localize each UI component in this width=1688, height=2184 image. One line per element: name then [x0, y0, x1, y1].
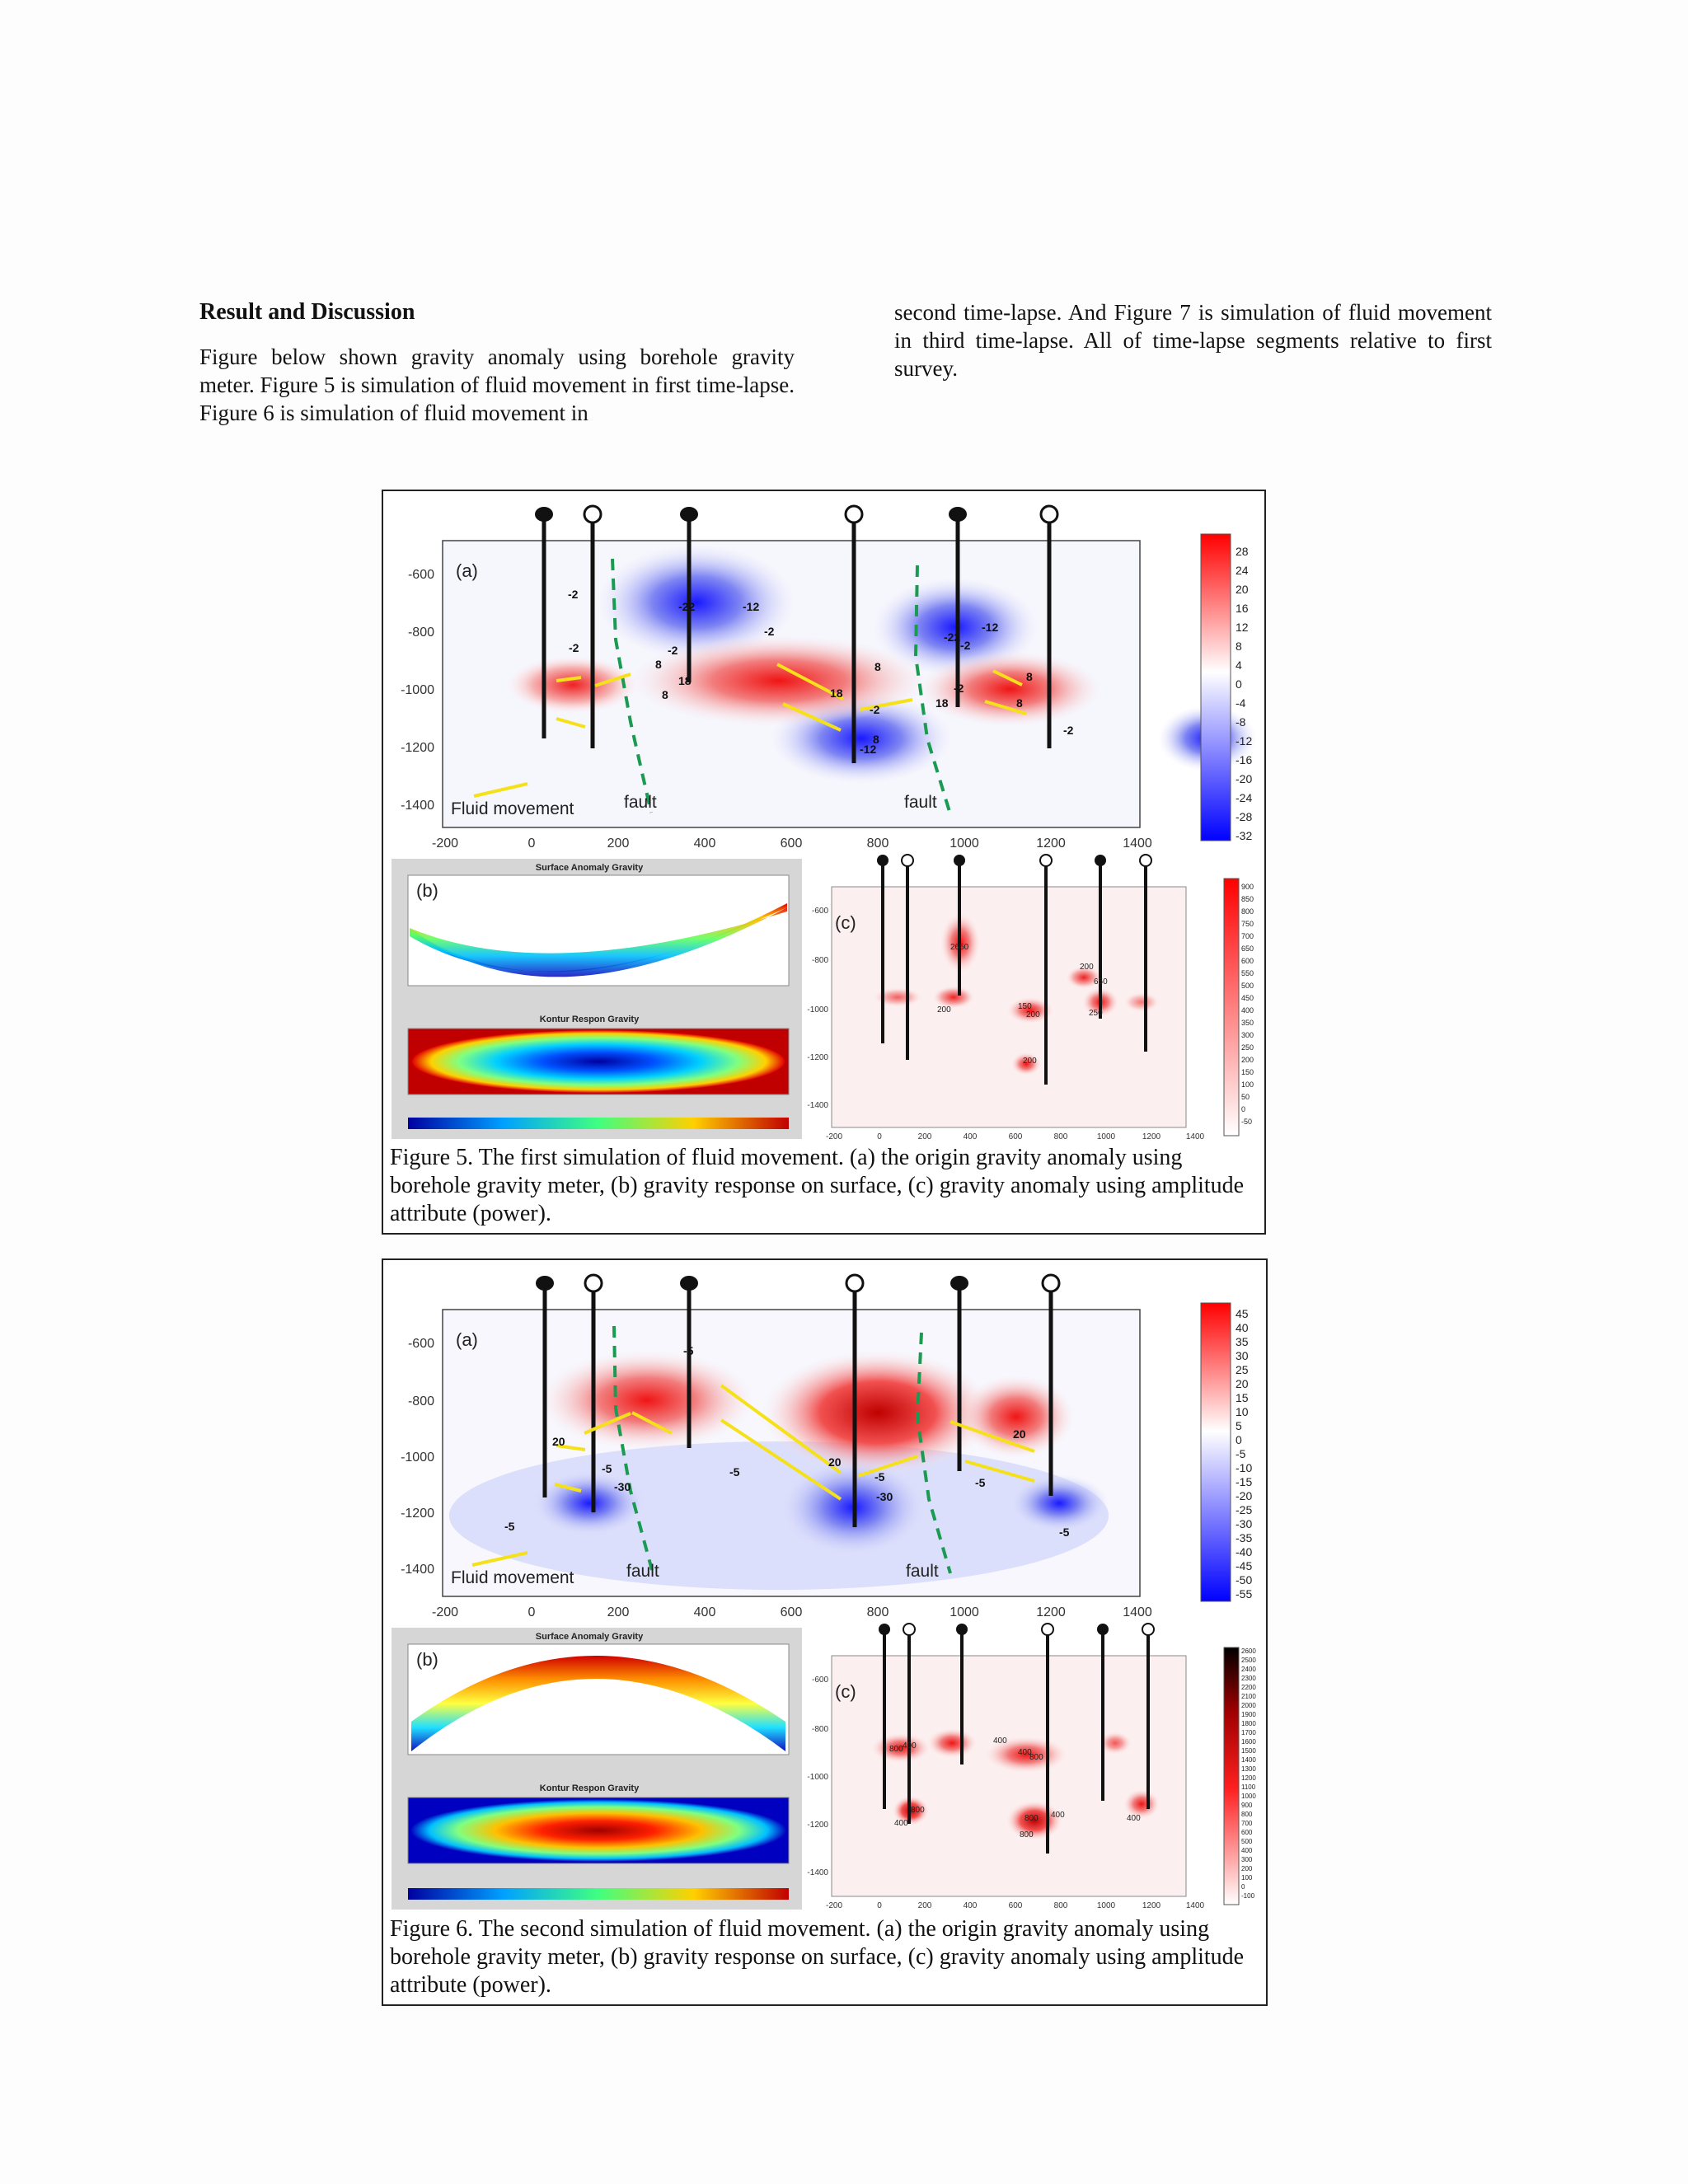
contour-label: -2 — [960, 639, 971, 652]
fault-label: fault — [906, 1562, 939, 1581]
injector-well-icon — [846, 1275, 863, 1291]
contour-label: -5 — [729, 1465, 740, 1479]
colorbar-label: 800 — [1241, 907, 1254, 916]
panel-c-colorbar-labels — [1241, 1647, 1256, 1900]
contour-label: 650 — [1094, 977, 1108, 987]
colorbar-label: 650 — [1241, 944, 1254, 953]
colorbar-label: 0 — [1241, 1883, 1245, 1891]
y-tick-label: -1200 — [807, 1821, 828, 1830]
x-tick-label: 1200 — [1142, 1901, 1161, 1910]
injector-well-icon — [902, 855, 913, 866]
y-tick-label: -1400 — [401, 1563, 434, 1577]
colorbar-label: 24 — [1236, 564, 1249, 577]
colorbar-label: 300 — [1241, 1031, 1254, 1039]
figure-5 — [382, 490, 1266, 1235]
colorbar-label: -28 — [1236, 810, 1253, 823]
panel-c-y-axis — [807, 907, 828, 1110]
y-tick-label: -600 — [811, 907, 828, 916]
colorbar-label: 10 — [1236, 1405, 1249, 1418]
x-tick-label: 800 — [1053, 1901, 1068, 1910]
contour-label: 800 — [1020, 1830, 1034, 1840]
colorbar-label: -12 — [1236, 734, 1253, 748]
colorbar-label: -20 — [1236, 1489, 1253, 1502]
contour-label: -5 — [975, 1476, 986, 1489]
x-tick-label: 1200 — [1142, 1132, 1161, 1141]
x-tick-label: 200 — [917, 1132, 932, 1141]
injector-well-icon — [1140, 855, 1151, 866]
producer-well-icon — [680, 1276, 698, 1291]
contour-ellipse — [412, 1030, 785, 1093]
producer-well-icon — [956, 1624, 968, 1635]
x-tick-label: 0 — [528, 1605, 536, 1619]
contour-label: -5 — [1059, 1526, 1070, 1539]
y-tick-label: -1200 — [807, 1053, 828, 1062]
x-tick-label: 1400 — [1185, 1132, 1205, 1141]
panel-c-colorbar-labels — [1241, 883, 1254, 1126]
x-tick-label: 0 — [528, 837, 536, 851]
colorbar-label: 1700 — [1241, 1729, 1256, 1736]
colorbar-label: 500 — [1241, 1838, 1253, 1845]
y-tick-label: -1000 — [401, 1451, 434, 1465]
colorbar-label: -35 — [1236, 1531, 1253, 1544]
panel-b-top-title: Surface Anomaly Gravity — [535, 863, 644, 873]
colorbar-label: 25 — [1236, 1363, 1249, 1376]
contour-label: 18 — [678, 674, 692, 687]
colorbar-label: 2000 — [1241, 1702, 1256, 1709]
panel-c-label: (c) — [835, 912, 856, 933]
contour-label: -22 — [678, 600, 696, 613]
left-paragraph: Figure below shown gravity anomaly using borehole gravity meter. Figure 5 is simulation of fluid movement in first time-lapse. Figure 6 is simulation of fluid movement in — [199, 344, 795, 425]
colorbar-label: 200 — [1241, 1056, 1254, 1064]
x-tick-label: 1000 — [1096, 1132, 1116, 1141]
contour-label: 200 — [937, 1005, 951, 1015]
x-tick-label: 200 — [917, 1901, 932, 1910]
contour-label: -5 — [683, 1344, 694, 1357]
colorbar-label: -16 — [1236, 753, 1253, 766]
figure-5-caption: Figure 5. The first simulation of fluid movement. (a) the origin gravity anomaly using borehole gravity meter, (b) gravity response on surface, (c) gravity anomaly using amplitude attribute (power). — [390, 1145, 1245, 1226]
producer-well-icon — [1095, 855, 1106, 866]
fault-label: fault — [626, 1562, 659, 1581]
colorbar-label: -25 — [1236, 1503, 1253, 1516]
x-tick-label: 600 — [780, 837, 803, 851]
panel-c-y-axis — [807, 1675, 828, 1877]
injector-well-icon — [1041, 506, 1057, 523]
contour-label: 250 — [1089, 1009, 1103, 1018]
colorbar-label: 2100 — [1241, 1693, 1256, 1700]
power-anomaly — [873, 987, 922, 1007]
producer-well-icon — [879, 1624, 890, 1635]
producer-well-icon — [535, 507, 553, 522]
colorbar-label: -10 — [1236, 1461, 1253, 1474]
panel-b-colorbar — [408, 1118, 789, 1129]
colorbar-label: 50 — [1241, 1093, 1250, 1101]
contour-label: -30 — [876, 1490, 893, 1503]
contour-label: 20 — [552, 1435, 565, 1448]
colorbar-label: 200 — [1241, 1865, 1253, 1872]
x-tick-label: 0 — [877, 1901, 882, 1910]
producer-well-icon — [536, 1276, 554, 1291]
x-tick-label: 200 — [607, 1605, 630, 1619]
contour-label: 800 — [1029, 1753, 1043, 1762]
x-tick-label: -200 — [431, 837, 459, 851]
x-tick-label: 1000 — [950, 837, 979, 851]
contour-label: -2 — [569, 641, 579, 654]
contour-label: 200 — [1026, 1010, 1040, 1019]
y-tick-label: -800 — [811, 956, 828, 965]
colorbar-label: 0 — [1236, 677, 1242, 691]
y-tick-label: -1200 — [401, 741, 434, 755]
colorbar-label: -30 — [1236, 1517, 1253, 1530]
x-tick-label: 1400 — [1123, 837, 1152, 851]
contour-label: -12 — [860, 743, 877, 756]
contour-label: 8 — [873, 733, 879, 746]
figure-6-caption: Figure 6. The second simulation of fluid movement. (a) the origin gravity anomaly using borehole gravity meter, (b) gravity response on surface, (c) gravity anomaly using amplitude attribute (power). — [390, 1916, 1245, 1998]
colorbar-label: 16 — [1236, 602, 1249, 615]
contour-label: 400 — [993, 1736, 1007, 1746]
x-tick-label: 800 — [866, 1605, 889, 1619]
power-anomaly — [927, 1728, 977, 1758]
contour-label: 200 — [1023, 1057, 1037, 1066]
contour-label: -30 — [614, 1480, 631, 1493]
colorbar-label: 12 — [1236, 621, 1249, 634]
contour-label: 20 — [828, 1455, 842, 1469]
contour-label: 400 — [1018, 1748, 1032, 1757]
colorbar-label: 100 — [1241, 1080, 1254, 1089]
panel-a-y-axis — [401, 568, 434, 813]
x-tick-label: 1400 — [1123, 1605, 1152, 1619]
producer-well-icon — [877, 855, 889, 866]
panel-a-label: (a) — [456, 1329, 478, 1350]
panel-b-label: (b) — [416, 880, 438, 901]
x-tick-label: -200 — [825, 1901, 843, 1910]
colorbar-label: 2600 — [1241, 1647, 1256, 1655]
fluid-movement-label: Fluid movement — [451, 799, 574, 818]
panel-a-colorbar — [1201, 1303, 1231, 1601]
producer-well-icon — [950, 1276, 968, 1291]
colorbar-label: 1300 — [1241, 1765, 1256, 1773]
colorbar-label: 45 — [1236, 1307, 1249, 1320]
x-tick-label: 800 — [1053, 1132, 1068, 1141]
y-tick-label: -800 — [407, 1394, 434, 1408]
colorbar-label: 30 — [1236, 1349, 1249, 1362]
right-paragraph: second time-lapse. And Figure 7 is simulation of fluid movement in third time-lapse. All of time-lapse segments relative to first survey. — [894, 300, 1492, 381]
injector-well-icon — [1043, 1275, 1059, 1291]
contour-label: 8 — [874, 660, 881, 673]
colorbar-label: 550 — [1241, 969, 1254, 977]
panel-c-x-axis — [826, 1132, 1205, 1141]
x-tick-label: 1000 — [1096, 1901, 1116, 1910]
x-tick-label: 400 — [693, 837, 716, 851]
colorbar-label: -50 — [1241, 1118, 1253, 1126]
colorbar-label: -55 — [1236, 1587, 1253, 1601]
contour-label: -5 — [602, 1462, 612, 1475]
panel-a-label: (a) — [456, 560, 478, 581]
panel-a-x-axis — [432, 837, 1152, 851]
colorbar-label: -8 — [1236, 715, 1246, 729]
colorbar-label: 1100 — [1241, 1783, 1256, 1791]
anomaly-blob — [540, 1351, 754, 1450]
y-tick-label: -800 — [407, 626, 434, 640]
contour-label: 18 — [830, 687, 843, 700]
figure-5-graphic — [383, 491, 1264, 1142]
y-tick-label: -1000 — [401, 683, 434, 697]
colorbar-label: 0 — [1236, 1433, 1242, 1446]
colorbar-label: -20 — [1236, 772, 1253, 785]
colorbar-label: 250 — [1241, 1043, 1254, 1052]
colorbar-label: 900 — [1241, 1802, 1253, 1809]
x-tick-label: 600 — [1008, 1901, 1023, 1910]
contour-label: -2 — [764, 625, 775, 638]
colorbar-label: 350 — [1241, 1019, 1254, 1027]
anomaly-blob — [1010, 1474, 1109, 1532]
contour-label: -12 — [743, 600, 760, 613]
contour-label: -22 — [944, 630, 961, 644]
panel-a-x-axis — [432, 1605, 1152, 1619]
panel-b-bottom-title: Kontur Respon Gravity — [539, 1783, 640, 1793]
left-column — [199, 298, 795, 427]
colorbar-label: -100 — [1241, 1892, 1255, 1900]
colorbar-label: 400 — [1241, 1006, 1254, 1015]
x-tick-label: 0 — [877, 1132, 882, 1141]
y-tick-label: -1200 — [401, 1507, 434, 1521]
contour-label: -12 — [982, 621, 999, 634]
contour-label: 400 — [1127, 1814, 1141, 1823]
colorbar-label: -24 — [1236, 791, 1253, 804]
x-tick-label: 1200 — [1036, 1605, 1066, 1619]
contour-label: 8 — [662, 688, 668, 701]
producer-well-icon — [680, 507, 698, 522]
contour-ellipse — [410, 1799, 786, 1862]
contour-label: 400 — [903, 1741, 917, 1750]
panel-b-bottom-title: Kontur Respon Gravity — [539, 1015, 640, 1024]
colorbar-label: 0 — [1241, 1105, 1246, 1113]
x-tick-label: 400 — [963, 1901, 978, 1910]
colorbar-label: 700 — [1241, 932, 1254, 940]
x-tick-label: 600 — [780, 1605, 803, 1619]
x-tick-label: 1400 — [1185, 1901, 1205, 1910]
panel-b-top-title: Surface Anomaly Gravity — [535, 1632, 644, 1642]
section-heading: Result and Discussion — [199, 299, 415, 325]
colorbar-label: 300 — [1241, 1856, 1253, 1863]
y-tick-label: -1400 — [401, 799, 434, 813]
contour-label: -2 — [668, 644, 678, 657]
y-tick-label: -1400 — [807, 1101, 828, 1110]
contour-label: -2 — [1063, 724, 1074, 737]
panel-c-colorbar — [1224, 879, 1239, 1136]
panel-c-colorbar — [1224, 1647, 1239, 1905]
colorbar-label: 1600 — [1241, 1738, 1256, 1746]
colorbar-label: 2200 — [1241, 1684, 1256, 1691]
injector-well-icon — [1042, 1624, 1053, 1635]
figure-6-graphic — [383, 1260, 1266, 1913]
x-tick-label: 800 — [866, 837, 889, 851]
producer-well-icon — [949, 507, 967, 522]
colorbar-label: 750 — [1241, 920, 1254, 928]
contour-label: 2650 — [950, 943, 969, 952]
y-tick-label: -600 — [407, 568, 434, 582]
colorbar-label: -4 — [1236, 696, 1246, 710]
colorbar-label: 900 — [1241, 883, 1254, 891]
x-tick-label: 400 — [963, 1132, 978, 1141]
colorbar-label: -40 — [1236, 1545, 1253, 1558]
injector-well-icon — [585, 1275, 602, 1291]
colorbar-label: 500 — [1241, 982, 1254, 990]
colorbar-label: 1400 — [1241, 1756, 1256, 1764]
contour-label: -2 — [568, 588, 579, 601]
anomaly-blob — [919, 652, 1100, 726]
contour-label: 200 — [1080, 963, 1094, 972]
y-tick-label: -600 — [811, 1675, 828, 1685]
panel-b-label: (b) — [416, 1649, 438, 1670]
contour-label: 8 — [1016, 696, 1023, 710]
colorbar-label: -50 — [1236, 1573, 1253, 1586]
figure-6 — [382, 1258, 1268, 2006]
colorbar-label: 100 — [1241, 1874, 1253, 1882]
x-tick-label: -200 — [431, 1605, 459, 1619]
x-tick-label: -200 — [825, 1132, 843, 1141]
colorbar-label: 400 — [1241, 1847, 1253, 1854]
fluid-movement-label: Fluid movement — [451, 1568, 574, 1587]
colorbar-label: 800 — [1241, 1811, 1253, 1818]
contour-label: 150 — [1018, 1002, 1032, 1011]
contour-label: -2 — [870, 703, 880, 716]
panel-a-colorbar — [1201, 534, 1231, 841]
y-tick-label: -600 — [407, 1337, 434, 1351]
colorbar-label: 2500 — [1241, 1657, 1256, 1664]
colorbar-label: 15 — [1236, 1391, 1249, 1404]
colorbar-label: 4 — [1236, 658, 1242, 672]
colorbar-label: 28 — [1236, 545, 1249, 558]
producer-well-icon — [1097, 1624, 1109, 1635]
contour-label: 400 — [1051, 1811, 1065, 1820]
fault-label: fault — [624, 793, 657, 812]
contour-label: 8 — [1026, 670, 1033, 683]
contour-label: 800 — [889, 1745, 903, 1754]
colorbar-label: 700 — [1241, 1820, 1253, 1827]
panel-a-colorbar-labels — [1236, 1307, 1252, 1601]
injector-well-icon — [846, 506, 862, 523]
colorbar-label: 8 — [1236, 640, 1242, 653]
producer-well-icon — [954, 855, 965, 866]
colorbar-label: 20 — [1236, 1377, 1249, 1390]
colorbar-label: 20 — [1236, 583, 1249, 596]
panel-c-label: (c) — [835, 1681, 856, 1702]
colorbar-label: 40 — [1236, 1321, 1249, 1334]
injector-well-icon — [903, 1624, 915, 1635]
injector-well-icon — [584, 506, 601, 523]
contour-label: 20 — [1013, 1427, 1026, 1441]
colorbar-label: 2300 — [1241, 1675, 1256, 1682]
colorbar-label: -45 — [1236, 1559, 1253, 1572]
colorbar-label: 1000 — [1241, 1793, 1256, 1800]
panel-b-colorbar — [408, 1888, 789, 1900]
x-tick-label: 1000 — [950, 1605, 979, 1619]
injector-well-icon — [1040, 855, 1052, 866]
contour-label: 800 — [911, 1806, 925, 1815]
colorbar-label: 5 — [1236, 1419, 1242, 1432]
y-tick-label: -1400 — [807, 1868, 828, 1877]
y-tick-label: -1000 — [807, 1005, 828, 1015]
colorbar-label: 850 — [1241, 895, 1254, 903]
y-tick-label: -800 — [811, 1725, 828, 1734]
right-column — [894, 298, 1492, 382]
colorbar-label: 2400 — [1241, 1666, 1256, 1673]
panel-a-y-axis — [401, 1337, 434, 1577]
colorbar-label: 35 — [1236, 1335, 1249, 1348]
y-tick-label: -1000 — [807, 1773, 828, 1782]
colorbar-label: 450 — [1241, 994, 1254, 1002]
contour-label: -2 — [954, 682, 964, 695]
x-tick-label: 1200 — [1036, 837, 1066, 851]
colorbar-label: 1500 — [1241, 1747, 1256, 1755]
colorbar-label: 1200 — [1241, 1774, 1256, 1782]
x-tick-label: 400 — [693, 1605, 716, 1619]
colorbar-label: 600 — [1241, 957, 1254, 965]
power-anomaly — [1123, 992, 1160, 1012]
colorbar-label: 1900 — [1241, 1711, 1256, 1718]
contour-label: -5 — [874, 1470, 885, 1483]
injector-well-icon — [1142, 1624, 1154, 1635]
colorbar-label: -15 — [1236, 1475, 1253, 1488]
colorbar-label: 150 — [1241, 1068, 1254, 1076]
panel-a-colorbar-labels — [1236, 545, 1252, 842]
contour-label: 400 — [894, 1819, 908, 1828]
x-tick-label: 600 — [1008, 1132, 1023, 1141]
colorbar-label: -32 — [1236, 829, 1253, 842]
colorbar-label: 600 — [1241, 1829, 1253, 1836]
panel-c-x-axis — [826, 1901, 1205, 1910]
contour-label: 8 — [655, 658, 662, 671]
contour-label: 18 — [935, 696, 949, 710]
colorbar-label: 1800 — [1241, 1720, 1256, 1727]
x-tick-label: 200 — [607, 837, 630, 851]
fault-label: fault — [904, 793, 937, 812]
contour-label: -5 — [504, 1520, 515, 1533]
colorbar-label: -5 — [1236, 1447, 1246, 1460]
contour-label: 800 — [1025, 1814, 1039, 1823]
